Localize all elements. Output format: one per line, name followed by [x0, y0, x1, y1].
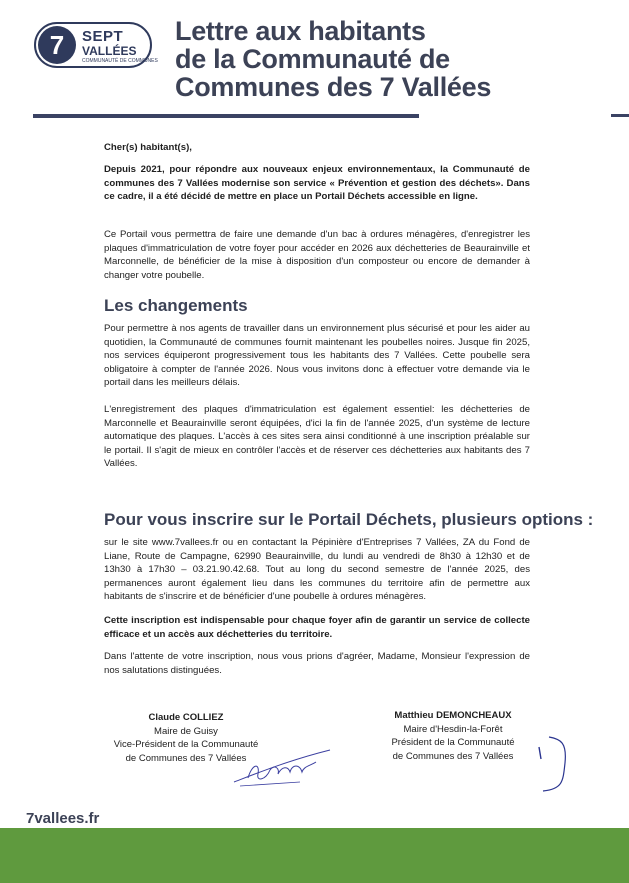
intro-paragraph: Ce Portail vous permettra de faire une demande d'un bac à ordures ménagères, d'enregistrer les plaques d'immatriculation de votre foyer pour accéder en 2026 aux déchetteries de Beaurainville et Marconnelle, de bénéficier de la mise à disposition d'un composteur ou encore de demander à changer votre poubelle.	[104, 229, 530, 281]
section-heading-changements: Les changements	[104, 296, 248, 315]
logo-line-2: VALLÉES	[82, 44, 137, 58]
closing-paragraph: Dans l'attente de votre inscription, nous vous prions d'agréer, Madame, Monsieur l'expression de nos salutations distinguées.	[104, 651, 530, 676]
logo-badge: 7	[38, 26, 76, 64]
footer-bar	[0, 828, 629, 883]
signatory-name: Matthieu DEMONCHEAUX	[394, 710, 512, 721]
handwritten-signature-left	[230, 742, 340, 792]
logo-line-1: SEPT	[82, 28, 124, 45]
signatory-title: Président de la Communauté	[391, 737, 515, 748]
intro-bold-paragraph: Depuis 2021, pour répondre aux nouveaux enjeux environnementaux, la Communauté de communes des 7 Vallées modernise son service « Prévention et gestion des déchets». Dans ce cadre, il a été décidé de mettre en place un Portail Déchets accessible en ligne.	[104, 164, 530, 203]
section1-paragraph-2: L'enregistrement des plaques d'immatriculation est également essentiel: les déchetteries de Marconnelle et Beaurainville seront équipées, d'ici la fin de l'année 2025, d'un système de lecture automatique des plaques. L'accès à ces sites sera ainsi conditionné à une inscription préalable sur le portail. Il s'agit de mieux en contrôler l'accès et de réserver ces déchetteries aux habitants des 7 Vallées.	[104, 404, 530, 470]
header-divider	[33, 114, 419, 118]
title-line-2: de la Communauté de	[175, 44, 450, 74]
section2-bold-paragraph: Cette inscription est indispensable pour chaque foyer afin de garantir un service de collecte efficace et un accès aux déchetteries du territoire.	[104, 615, 530, 640]
website-link[interactable]: 7vallees.fr	[26, 810, 100, 827]
signatory-title: Vice-Président de la Communauté	[113, 739, 259, 750]
signatory-title: Maire d'Hesdin-la-Forêt	[403, 723, 503, 735]
section1-paragraph-1: Pour permettre à nos agents de travailler dans un environnement plus sécurisé et pour les aider au quotidien, la Communauté de communes fournit maintenant les poubelles noires. Jusque fin 2025, nos services équiperont progressivement tous les habitants des 7 Vallées. Cette poubelle sera obligatoire à compter de l'année 2026. Nous vous invitons donc à effectuer votre demande via le portail dans les meilleurs délais.	[104, 323, 530, 389]
logo-line-3: COMMUNAUTÉ DE COMMUNES	[82, 58, 158, 64]
handwritten-signature-right	[535, 733, 575, 795]
section-heading-inscription: Pour vous inscrire sur le Portail Déchets, plusieurs options :	[104, 510, 594, 529]
greeting: Cher(s) habitant(s),	[104, 142, 192, 153]
logo	[34, 22, 158, 70]
signatory-title: de Communes des 7 Vallées	[392, 750, 514, 762]
title-line-3: Communes des 7 Vallées	[175, 72, 492, 102]
header-divider-right	[611, 114, 629, 117]
signatory-title: de Communes des 7 Vallées	[125, 752, 247, 764]
signature-block-right	[353, 709, 553, 763]
signatory-title: Maire de Guisy	[154, 725, 218, 737]
signatory-name: Claude COLLIEZ	[148, 712, 224, 723]
title-line-1: Lettre aux habitants	[175, 16, 426, 46]
page-title	[175, 17, 605, 101]
section2-paragraph-1: sur le site www.7vallees.fr ou en contactant la Pépinière d'Entreprises 7 Vallées, ZA du Fond de Liane, Route de Campagne, 62990 Beaurainville, du lundi au vendredi de 8h30 à 12h30 et de 13h30 à 17h30 – 03.21.90.42.68. Tout au long du second semestre de l'année 2025, des permanences auront également lieu dans les communes du territoire afin de permettre aux habitants de s'inscrire et de bénéficier d'une poubelle à ordures ménagères.	[104, 537, 530, 603]
